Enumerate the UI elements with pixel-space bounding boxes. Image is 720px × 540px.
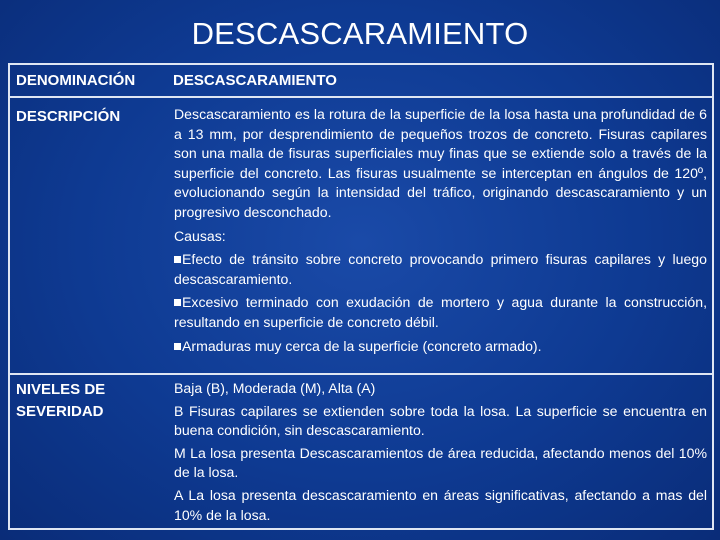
row-denominacion [10, 65, 712, 98]
cause-text: Excesivo terminado con exudación de mortero y agua durante la construcción, resultando en superficie de concreto débil. [174, 294, 707, 330]
severity-level-m: M La losa presenta Descascaramientos de área reducida, afectando menos del 10% de la losa. [174, 444, 707, 481]
cause-item [174, 250, 707, 289]
info-table [8, 63, 714, 530]
severidad-label [16, 379, 161, 423]
causes-heading: Causas: [174, 227, 226, 244]
cause-text: Efecto de tránsito sobre concreto provocando primero fisuras capilares y luego descascaramiento. [174, 251, 707, 287]
severity-level-a: A La losa presenta descascaramiento en áreas significativas, afectando a mas del 10% de la losa. [174, 486, 707, 523]
denominacion-value: DESCASCARAMIENTO [173, 72, 337, 89]
severity-level-b: B Fisuras capilares se extienden sobre toda la losa. La superficie se encuentra en buena condición, sin descascaramiento. [174, 402, 707, 439]
square-bullet-icon [174, 299, 181, 306]
descripcion-cell [174, 105, 707, 360]
row-descripcion [10, 98, 712, 375]
severity-summary: Baja (B), Moderada (M), Alta (A) [174, 380, 376, 396]
descripcion-label: DESCRIPCIÓN [16, 108, 121, 125]
cause-item [174, 293, 707, 332]
severidad-cell [174, 379, 707, 528]
descripcion-text: Descascaramiento es la rotura de la superficie de la losa hasta una profundidad de 6 a 13 mm, por desprendimiento de pequeños trozos de concreto. Fisuras capilares son una malla de fisuras superficiales muy finas que se extiende solo a través de la superficie del concreto. Las fisuras usualmente se interceptan en ángulos de 120º, evolucionando según la intensidad del tráfico, originando descascaramiento y un progresivo desconchado. [174, 106, 707, 220]
row-severidad [10, 375, 712, 528]
square-bullet-icon [174, 256, 181, 263]
cause-text: Armaduras muy cerca de la superficie (concreto armado). [182, 337, 542, 354]
cause-item [174, 337, 707, 357]
denominacion-label: DENOMINACIÓN [16, 72, 136, 89]
square-bullet-icon [174, 343, 181, 350]
severidad-label-line1: NIVELES DE [16, 381, 106, 398]
slide-title: DESCASCARAMIENTO [191, 16, 529, 51]
severidad-label-line2: SEVERIDAD [16, 403, 104, 420]
